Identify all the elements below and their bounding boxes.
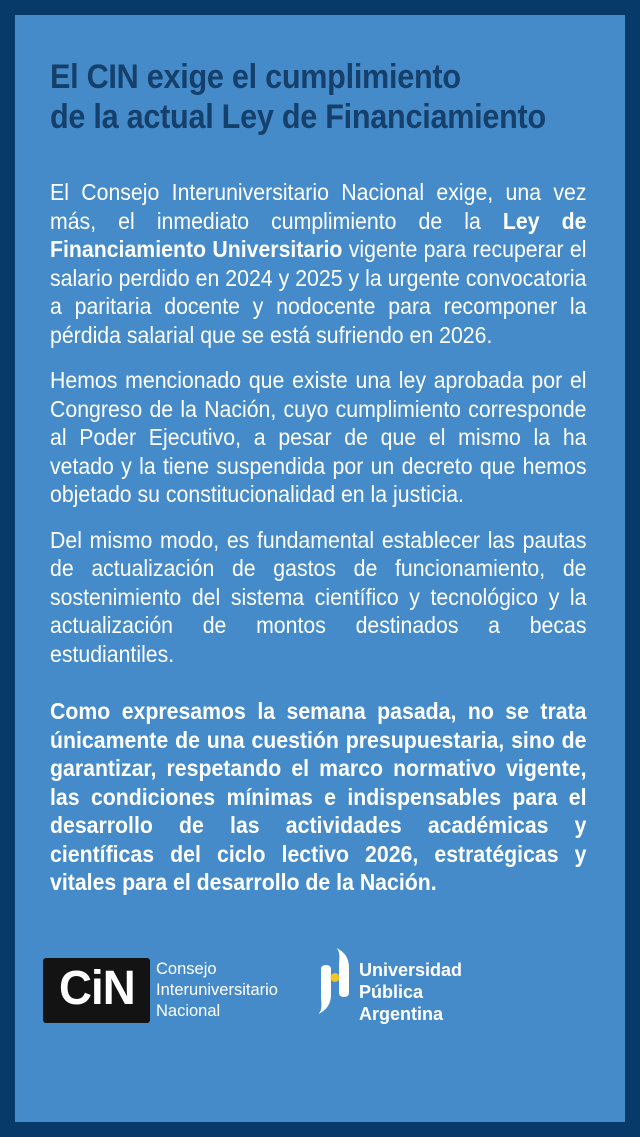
upa-name-line3: Argentina	[359, 1004, 444, 1024]
page-title-line2: de la actual Ley de Financiamiento	[50, 98, 546, 136]
page-title-line1: El CIN exige el cumplimiento	[50, 58, 461, 96]
cin-name-line1: Consejo	[156, 960, 217, 978]
cin-logo-acronym: CiN	[58, 962, 135, 1015]
paragraph-1-post: vigente para recuperar el salario perdido en 2024 y 2025 y la urgente convocatoria a paritaria docente y nodocente para recomponer la pérdida salarial que se está sufriendo en 2026.	[50, 236, 587, 348]
paragraph-1-bold-phrase: Ley de Financiamiento Universitario	[50, 207, 587, 262]
cin-name-line2: Interuniversitario	[156, 981, 278, 999]
upa-name-line1: Universidad	[359, 960, 463, 980]
paragraph-4-bold: Como expresamos la semana pasada, no se trata únicamente de una cuestión presupuestaria, sino de garantizar, respetando el marco normativo vigente, las condiciones mínimas e indispensables para el desarrollo de las actividades académicas y científicas del ciclo lectivo 2026, estratégicas y vitales para el desarrollo de la Nación.	[50, 698, 587, 895]
paragraph-2: Hemos mencionado que existe una ley aprobada por el Congreso de la Nación, cuyo cumplimiento corresponde al Poder Ejecutivo, a pesar de que el mismo la ha vetado y la tiene suspendida por un decreto que hemos objetado su constitucionalidad en la justicia.	[50, 367, 587, 507]
paragraph-3: Del mismo modo, es fundamental establecer las pautas de actualización de gastos de funcionamiento, de sostenimiento del sistema científico y tecnológico y la actualización de montos destinados a becas estudiantiles.	[50, 526, 587, 667]
upa-logo-name	[359, 959, 462, 1025]
upa-flag-icon	[313, 948, 357, 1014]
paragraph-1	[50, 178, 587, 349]
blue-panel	[15, 15, 625, 1122]
cin-logo	[43, 958, 150, 1023]
sun-dot-icon	[331, 973, 340, 982]
cin-name-line3: Nacional	[156, 1002, 221, 1020]
paragraph-1-pre: El Consejo Interuniversitario Nacional exige, una vez más, el inmediato cumplimiento de la	[50, 179, 587, 234]
cin-logo-name	[156, 959, 278, 1022]
upa-name-line2: Pública	[359, 982, 424, 1002]
body-text	[50, 178, 587, 914]
page-title	[50, 57, 546, 137]
